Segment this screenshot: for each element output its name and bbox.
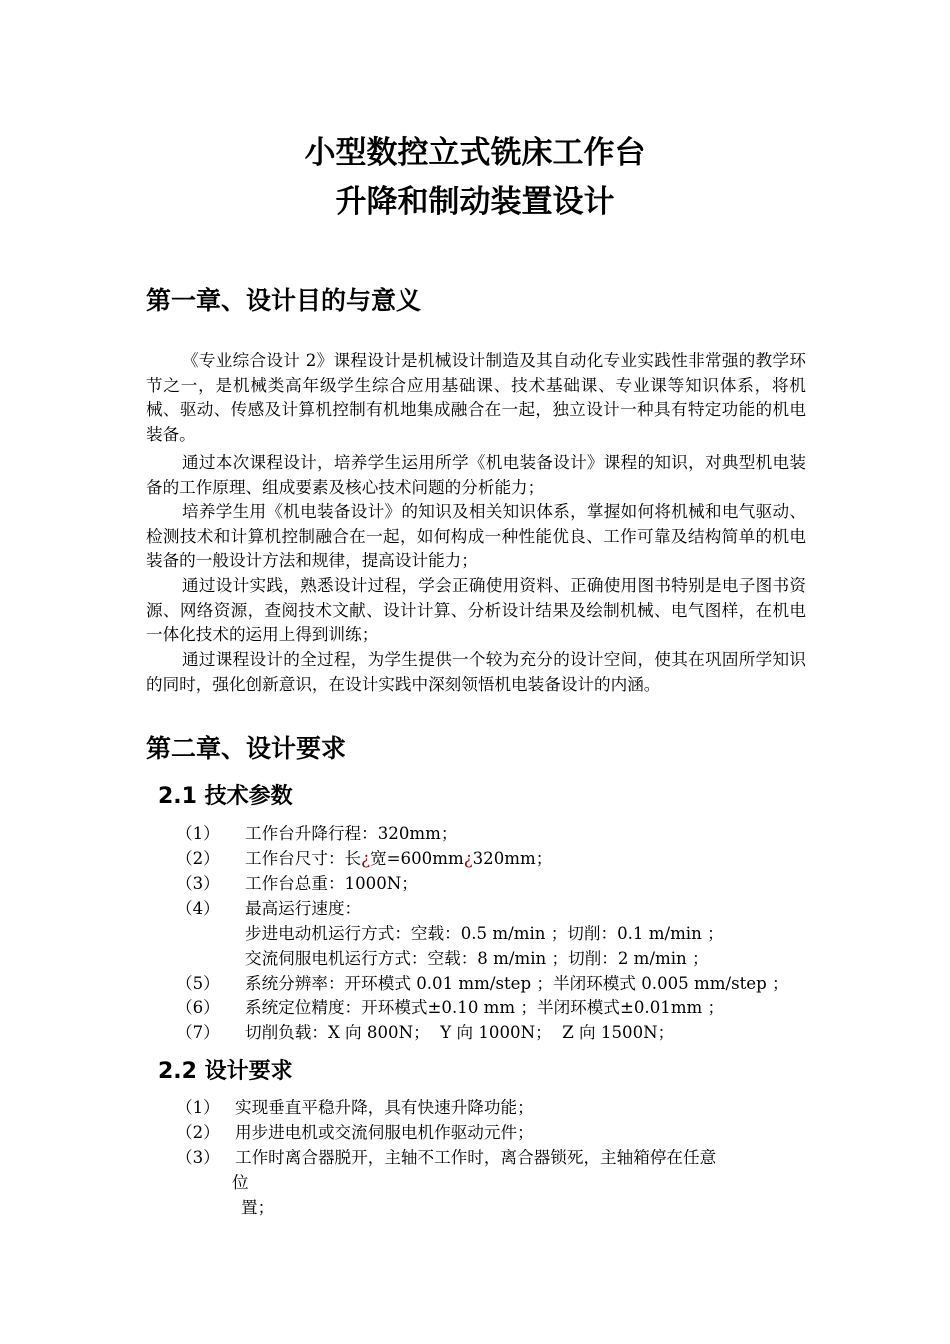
tech-param-text: 系统定位精度：开环模式±0.10 mm ；半闭环模式±0.01mm ； xyxy=(245,998,725,1017)
tech-param-subtext: 步进电动机运行方式：空载：0.5 m/min ；切削：0.1 m/min ； xyxy=(245,924,724,943)
tech-param-number: （3） xyxy=(176,874,220,893)
tech-param-text-part: 320mm； xyxy=(472,849,553,868)
section-2-2-heading: 2.2 设计要求 xyxy=(158,1059,293,1084)
symbol-placeholder-mark: ¿ xyxy=(463,849,473,868)
tech-param-number: （2） xyxy=(176,849,220,868)
chapter-1-paragraph-2: 通过本次课程设计，培养学生运用所学《机电装备设计》课程的知识，对典型机电装备的工作原理、组成要素及核心技术问题的分析能力； xyxy=(146,453,806,497)
chapter-1-paragraph-3: 培养学生用《机电装备设计》的知识及相关知识体系，掌握如何将机械和电气驱动、检测技术和计算机控制融合在一起，如何构成一种性能优良、工作可靠及结构简单的机电装备的一般设计方法和规律，提高设计能力； xyxy=(146,502,806,571)
chapter-1-paragraph-1: 《专业综合设计 2》课程设计是机械设计制造及其自动化专业实践性非常强的教学环节之一，是机械类高年级学生综合应用基础课、技术基础课、专业课等知识体系，将机械、驱动、传感及计算机控制有机地集成融合在一起，独立设计一种具有特定功能的机电装备。 xyxy=(146,351,806,444)
section-2-1-heading: 2.1 技术参数 xyxy=(158,784,293,809)
requirement-text: 实现垂直平稳升降，具有快速升降功能； xyxy=(235,1098,534,1117)
tech-param-text: 最高运行速度： xyxy=(245,899,362,918)
tech-param-number: （5） xyxy=(176,974,220,993)
document-title-line-1: 小型数控立式铣床工作台 xyxy=(304,135,646,171)
tech-param-text-part: 工作台尺寸：长 xyxy=(245,849,362,868)
symbol-placeholder-mark: ¿ xyxy=(361,849,371,868)
requirement-text: 用步进电机或交流伺服电机作驱动元件； xyxy=(235,1123,534,1142)
tech-param-number: （6） xyxy=(176,998,220,1017)
chapter-2-heading: 第二章、设计要求 xyxy=(146,734,347,763)
requirement-number: （3） xyxy=(176,1148,220,1167)
tech-param-text: 系统分辨率：开环模式 0.01 mm/step ；半闭环模式 0.005 mm/step ； xyxy=(245,974,789,993)
tech-param-text: 工作台升降行程：320mm； xyxy=(245,824,458,843)
requirement-text-continuation: 置； xyxy=(241,1198,275,1217)
requirement-text: 工作时离合器脱开，主轴不工作时，离合器锁死，主轴箱停在任意 xyxy=(235,1148,717,1167)
tech-param-number: （1） xyxy=(176,824,220,843)
tech-param-text xyxy=(245,847,552,872)
tech-param-text-part: 宽=600mm xyxy=(370,849,464,868)
requirement-text-continuation: 位 xyxy=(232,1173,249,1192)
document-title-line-2: 升降和制动装置设计 xyxy=(335,184,615,220)
chapter-1-heading: 第一章、设计目的与意义 xyxy=(146,286,422,315)
chapter-1-paragraph-4: 通过设计实践，熟悉设计过程，学会正确使用资料、正确使用图书特别是电子图书资源、网络资源，查阅技术文献、设计计算、分析设计结果及绘制机械、电气图样，在机电一体化技术的运用上得到训练； xyxy=(146,576,806,645)
tech-param-text: 切削负载：X 向 800N； Y 向 1000N； Z 向 1500N； xyxy=(245,1023,675,1042)
tech-param-text: 工作台总重：1000N； xyxy=(245,874,418,893)
tech-param-number: （4） xyxy=(176,899,220,918)
chapter-1-paragraph-5: 通过课程设计的全过程，为学生提供一个较为充分的设计空间，使其在巩固所学知识的同时，强化创新意识，在设计实践中深刻领悟机电装备设计的内涵。 xyxy=(146,650,806,694)
tech-param-number: （7） xyxy=(176,1023,220,1042)
requirement-number: （1） xyxy=(176,1098,220,1117)
requirement-number: （2） xyxy=(176,1123,220,1142)
tech-param-subtext: 交流伺服电机运行方式：空载：8 m/min ；切削：2 m/min ； xyxy=(245,949,709,968)
